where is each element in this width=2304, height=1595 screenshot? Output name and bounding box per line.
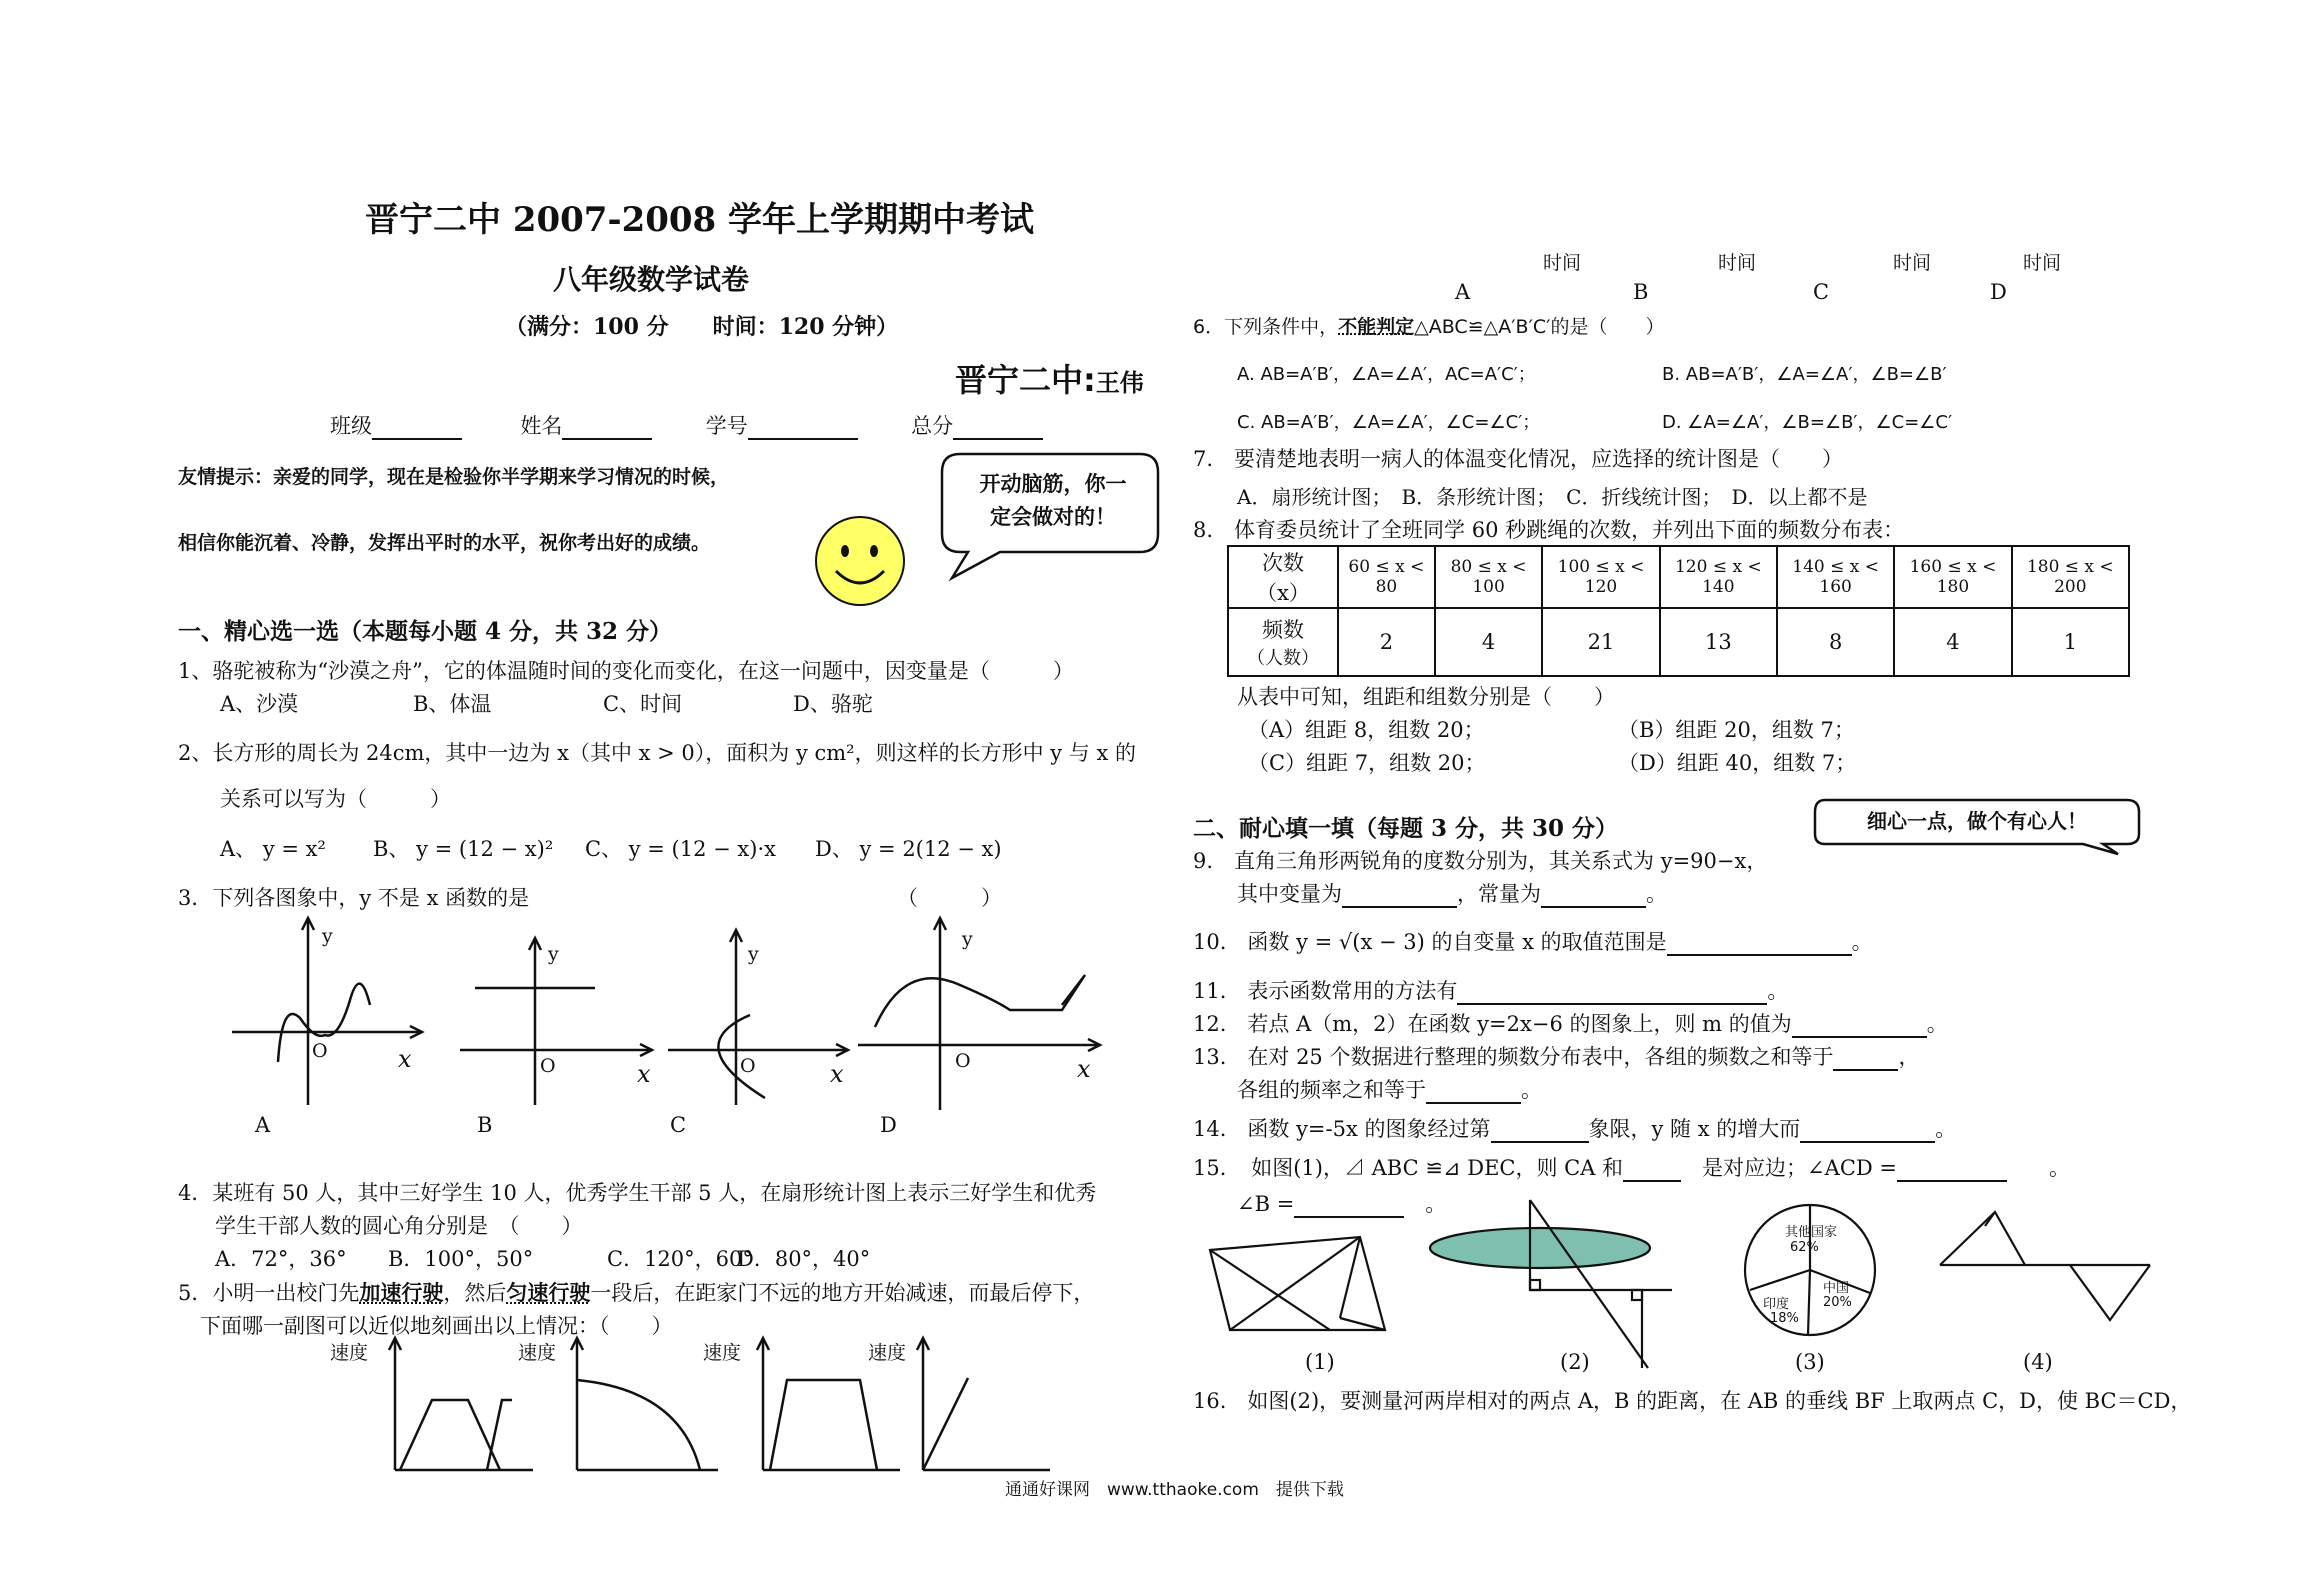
q5-c-y-label: 速度	[703, 1342, 742, 1364]
q5-continuation: 下面哪一副图可以近似地刻画出以上情况：（ ）	[200, 1314, 673, 1338]
q5-a-x-label: 时间	[1543, 252, 1582, 274]
q6-part-a: 6．下列条件中，	[1193, 316, 1339, 338]
q3-a-x-label: x	[398, 1045, 412, 1073]
q5-part-a: 5．小明一出校门先	[178, 1281, 360, 1305]
figure-2-label: (2)	[1560, 1350, 1590, 1374]
table-count-2: 4	[1435, 608, 1543, 676]
table-count-5: 8	[1777, 608, 1894, 676]
q15-label-a: 15． 如图(1)，⊿ ABC ≌⊿ DEC，则 CA 和	[1193, 1156, 1624, 1180]
q15-text: 15． 如图(1)，⊿ ABC ≌⊿ DEC，则 CA 和 是对应边；∠ACD = 。	[1193, 1156, 2070, 1180]
q2-option-d: D、 y = 2(12 − x)	[815, 837, 1002, 861]
q3-b-y-label: y	[548, 943, 559, 965]
q15-label-b: 是对应边；∠ACD =	[1702, 1156, 1897, 1180]
bubble-line-2: 定会做对的！	[990, 505, 1116, 529]
figure-3-label: (3)	[1795, 1350, 1825, 1374]
q8-text: 8. 体育委员统计了全班同学 60 秒跳绳的次数，并列出下面的频数分布表：	[1193, 518, 1905, 542]
q3-c-y-label: y	[748, 943, 759, 965]
q2-option-a: A、 y = x²	[220, 837, 326, 861]
q7-text: 7. 要清楚地表明一病人的体温变化情况，应选择的统计图是（ ）	[1193, 447, 1844, 471]
q1-text: 1、骆驼被称为“沙漠之舟”，它的体温随时间的变化而变化，在这一问题中，因变量是（ ）	[178, 659, 1074, 683]
q2-continuation: 关系可以写为（ ）	[220, 787, 451, 811]
q9-text: 9. 直角三角形两锐角的度数分别为，其关系式为 y=90−x，	[1193, 849, 1768, 873]
q8-option-d: （D）组距 40，组数 7；	[1618, 751, 1857, 775]
q4-text: 4．某班有 50 人，其中三好学生 10 人，优秀学生干部 5 人，在扇形统计图上表示三好学生和优秀	[178, 1181, 1097, 1205]
figure-1-label: (1)	[1305, 1350, 1335, 1374]
q5-label-c: C	[1813, 280, 1830, 304]
q1-option-a: A、沙漠	[220, 692, 299, 716]
q9-constant-label: ，常量为	[1457, 882, 1541, 906]
speech-bubble-2-text: 细心一点，做个有心人！	[1867, 809, 2087, 833]
q15-continuation: ∠B = 。	[1237, 1192, 1447, 1216]
q3-d-x-label: x	[1077, 1055, 1091, 1083]
q3-label-c: C	[670, 1113, 687, 1137]
table-range-6: 160 ≤ x < 180	[1894, 546, 2011, 608]
q3-a-y-label: y	[322, 925, 333, 947]
section-2-heading: 二、耐心填一填（每题 3 分，共 30 分）	[1193, 815, 1619, 842]
table-range-5: 140 ≤ x < 160	[1777, 546, 1894, 608]
pie-label-others: 其他国家	[1785, 1225, 1838, 1240]
q11-text: 11. 表示函数常用的方法有 。	[1193, 979, 1789, 1003]
author-school: 晋宁二中:	[955, 361, 1096, 399]
q3-text: 3．下列各图象中，y 不是 x 函数的是	[178, 886, 530, 910]
q1-option-d: D、骆驼	[793, 692, 873, 716]
pie-value-others: 62%	[1790, 1240, 1819, 1255]
pie-label-china: 中国	[1823, 1281, 1850, 1296]
field-id-label: 学号	[705, 414, 748, 438]
q5-b-y-label: 速度	[518, 1342, 557, 1364]
footer-credit: 通通好课网 www.tthaoke.com 提供下载	[1005, 1480, 1344, 1500]
q15-label-c: ∠B =	[1237, 1192, 1295, 1216]
table-count-1: 2	[1338, 608, 1435, 676]
q16-text: 16. 如图(2)，要测量河两岸相对的两点 A，B 的距离，在 AB 的垂线 BF 上取两点 C，D，使 BC＝CD，	[1193, 1389, 2192, 1413]
q5-d-x-label: 时间	[2023, 252, 2062, 274]
table-count-7: 1	[2012, 608, 2129, 676]
q5-part-e: 一段后，在距家门不远的地方开始减速，而最后停下，	[590, 1281, 1095, 1305]
q8-option-a: （A）组距 8，组数 20；	[1248, 718, 1485, 742]
field-name-label: 姓名	[520, 414, 563, 438]
q3-b-origin: O	[540, 1055, 556, 1077]
q4-continuation: 学生干部人数的圆心角分别是 （ ）	[215, 1214, 583, 1238]
q6-option-d: D. ∠A=∠A′，∠B=∠B′，∠C=∠C′	[1662, 412, 1953, 433]
author-name: 王伟	[1095, 369, 1144, 397]
exam-title: 晋宁二中 2007-2008 学年上学期期中考试	[365, 200, 1035, 240]
q7-options: A．扇形统计图； B．条形统计图； C．折线统计图； D．以上都不是	[1237, 485, 1868, 509]
q11-label: 11. 表示函数常用的方法有	[1193, 979, 1458, 1003]
q3-d-origin: O	[955, 1050, 971, 1072]
q6-option-b: B. AB=A′B′，∠A=∠A′，∠B=∠B′	[1662, 364, 1947, 385]
q13-cont-label: 各组的频率之和等于	[1237, 1078, 1426, 1102]
q3-b-x-label: x	[637, 1060, 651, 1088]
q12-label: 12. 若点 A（m，2）在函数 y=2x−6 的图象上，则 m 的值为	[1193, 1012, 1792, 1036]
q3-paren: （ ）	[897, 886, 1002, 910]
q14-label-a: 14. 函数 y=-5x 的图象经过第	[1193, 1117, 1491, 1141]
q8-option-b: （B）组距 20，组数 7；	[1618, 718, 1855, 742]
q6-option-c: C. AB=A′B′，∠A=∠A′，∠C=∠C′；	[1237, 412, 1541, 433]
q3-c-origin: O	[740, 1055, 756, 1077]
q6-part-c: △ABC≌△A′B′C′的是（ ）	[1414, 316, 1665, 338]
q3-d-y-label: y	[962, 928, 973, 950]
q1-option-c: C、时间	[603, 692, 683, 716]
q5-label-a: A	[1455, 280, 1471, 304]
q6-option-a: A. AB=A′B′，∠A=∠A′，AC=A′C′；	[1237, 364, 1536, 385]
q4-option-c: C．120°，60°	[607, 1247, 753, 1271]
q10-text: 10. 函数 y = √(x − 3) 的自变量 x 的取值范围是 。	[1193, 930, 1873, 954]
q5-accelerate: 加速行驶	[359, 1280, 444, 1305]
table-count-4: 13	[1660, 608, 1777, 676]
figure-4-label: (4)	[2023, 1350, 2053, 1374]
q3-c-x-label: x	[830, 1060, 844, 1088]
pie-value-china: 20%	[1823, 1295, 1852, 1310]
section-1-heading: 一、精心选一选（本题每小题 4 分，共 32 分）	[178, 618, 673, 645]
q10-label: 10. 函数 y = √(x − 3) 的自变量 x 的取值范围是	[1193, 930, 1667, 954]
tip-line-1: 友情提示：亲爱的同学，现在是检验你半学期来学习情况的时候，	[178, 466, 730, 488]
bubble-line-1: 开动脑筋，你一	[979, 472, 1127, 496]
q5-c-x-label: 时间	[1893, 252, 1932, 274]
q5-b-x-label: 时间	[1718, 252, 1757, 274]
field-class-label: 班级	[330, 414, 372, 438]
table-range-1: 60 ≤ x < 80	[1338, 546, 1435, 608]
q2-text: 2、长方形的周长为 24cm，其中一边为 x（其中 x > 0），面积为 y cm²，则这样的长方形中 y 与 x 的	[178, 741, 1136, 765]
q5-label-d: D	[1990, 280, 2007, 304]
q4-option-a: A．72°，36°	[215, 1247, 347, 1271]
table-range-2: 80 ≤ x < 100	[1435, 546, 1543, 608]
q1-option-b: B、体温	[413, 692, 492, 716]
q4-option-b: B．100°，50°	[388, 1247, 534, 1271]
q5-label-b: B	[1633, 280, 1649, 304]
table-range-7: 180 ≤ x < 200	[2012, 546, 2129, 608]
q2-option-c: C、 y = (12 − x)·x	[585, 837, 776, 861]
table-count-3: 21	[1542, 608, 1659, 676]
q5-d-y-label: 速度	[868, 1342, 907, 1364]
q2-option-b: B、 y = (12 − x)²	[373, 837, 554, 861]
q4-option-d: D．80°，40°	[737, 1247, 871, 1271]
q3-label-d: D	[880, 1113, 897, 1137]
q5-constant: 匀速行驶	[506, 1280, 591, 1305]
q8-continuation: 从表中可知，组距和组数分别是（ ）	[1237, 685, 1615, 709]
pie-value-india: 18%	[1770, 1311, 1799, 1326]
q3-a-origin: O	[312, 1040, 328, 1062]
q5-part-c: ，然后	[443, 1281, 507, 1305]
table-count-6: 4	[1894, 608, 2011, 676]
field-score-label: 总分	[911, 414, 954, 438]
q12-text: 12. 若点 A（m，2）在函数 y=2x−6 的图象上，则 m 的值为 。	[1193, 1012, 1948, 1036]
q9-continuation: 其中变量为 ，常量为 。	[1237, 882, 1667, 906]
tip-line-2: 相信你能沉着、冷静，发挥出平时的水平，祝你考出好的成绩。	[178, 532, 711, 554]
q13-continuation: 各组的频率之和等于 。	[1237, 1078, 1542, 1102]
q8-option-c: （C）组距 7，组数 20；	[1248, 751, 1486, 775]
exam-subtitle: 八年级数学试卷	[553, 263, 750, 296]
q13-text: 13. 在对 25 个数据进行整理的频数分布表中，各组的频数之和等于 ，	[1193, 1045, 1920, 1069]
q14-text: 14. 函数 y=-5x 的图象经过第 象限，y 随 x 的增大而 。	[1193, 1117, 1957, 1141]
table-range-3: 100 ≤ x < 120	[1542, 546, 1659, 608]
table-header-frequency: 频数 （人数）	[1228, 608, 1338, 676]
q9-variable-label: 其中变量为	[1237, 882, 1342, 906]
q3-label-a: A	[255, 1113, 271, 1137]
pie-label-india: 印度	[1763, 1297, 1790, 1312]
table-range-4: 120 ≤ x < 140	[1660, 546, 1777, 608]
q6-cannot: 不能判定	[1338, 316, 1415, 338]
q5-a-y-label: 速度	[330, 1342, 369, 1364]
q14-label-b: 象限，y 随 x 的增大而	[1588, 1117, 1801, 1141]
q3-label-b: B	[477, 1113, 493, 1137]
table-header-count: 次数 （x）	[1228, 546, 1338, 608]
q13-label: 13. 在对 25 个数据进行整理的频数分布表中，各组的频数之和等于	[1193, 1045, 1834, 1069]
exam-meta: （满分：100 分 时间：120 分钟）	[505, 314, 899, 340]
